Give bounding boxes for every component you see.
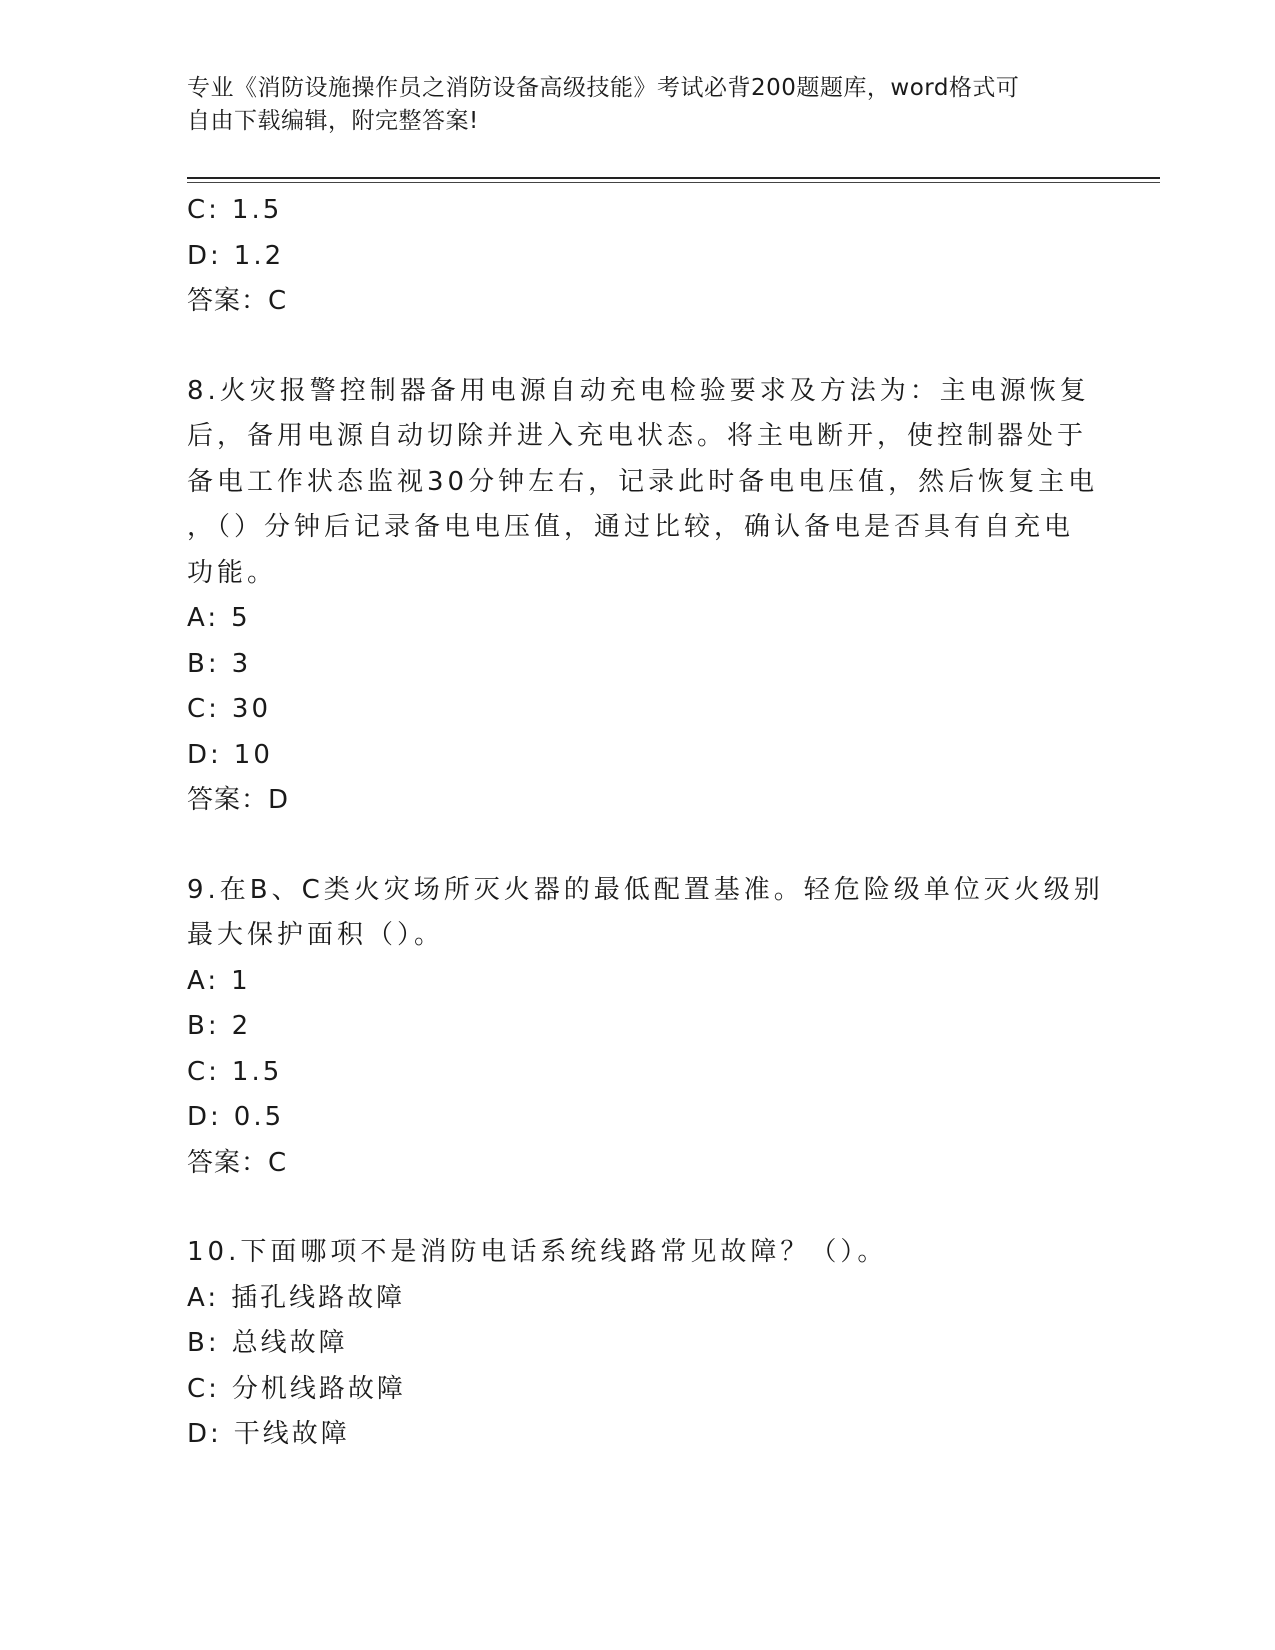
- answer-line: 答案：C: [187, 286, 288, 316]
- option-a: A: 5: [187, 603, 251, 633]
- option-d: D: 干线故障: [187, 1419, 350, 1449]
- question-stem: [187, 1230, 1087, 1276]
- option-d: D: 10: [187, 739, 273, 770]
- option-c: C: 30: [187, 694, 272, 724]
- header-line-1: 专业《消防设施操作员之消防设备高级技能》考试必背200题题库，word格式可: [187, 75, 1020, 101]
- option-d: D: 0.5: [187, 1102, 285, 1132]
- stem-line: 功能。: [187, 557, 278, 588]
- option-c: C: 1.5: [187, 195, 283, 225]
- option-a: A: 1: [187, 965, 251, 996]
- header-rule-thin: [187, 182, 1160, 183]
- stem-line: 备电工作状态监视30分钟左右，记录此时备电电压值，然后恢复主电: [187, 466, 1099, 497]
- header-line-2: 自由下载编辑，附完整答案!: [187, 108, 479, 134]
- question-7-tail: [187, 188, 1087, 325]
- stem-line: 后，备用电源自动切除并进入充电状态。将主电断开，使控制器处于: [187, 421, 1088, 451]
- option-c: C: 1.5: [187, 1056, 283, 1087]
- option-a: A: 插孔线路故障: [187, 1282, 406, 1313]
- option-d: D: 1.2: [187, 240, 285, 271]
- header-rule-thick: [187, 177, 1160, 179]
- question-9: [187, 868, 1104, 1187]
- stem-line: ，（）分钟后记录备电电压值，通过比较，确认备电是否具有自充电: [187, 512, 1075, 542]
- question-10: [187, 1230, 1087, 1458]
- question-stem: [187, 369, 1099, 597]
- document-header: [187, 72, 1067, 138]
- option-b: B: 总线故障: [187, 1328, 348, 1358]
- stem-line: 8.火灾报警控制器备用电源自动充电检验要求及方法为：主电源恢复: [187, 375, 1090, 406]
- answer-line: 答案：D: [187, 785, 290, 815]
- question-stem: [187, 868, 1104, 959]
- question-8: [187, 369, 1099, 824]
- option-b: B: 2: [187, 1011, 252, 1041]
- stem-line: 9.在B、C类火灾场所灭火器的最低配置基准。轻危险级单位灭火级别: [187, 874, 1104, 905]
- option-b: B: 3: [187, 648, 252, 679]
- option-c: C: 分机线路故障: [187, 1373, 406, 1404]
- stem-line: 10.下面哪项不是消防电话系统线路常见故障？（）。: [187, 1237, 888, 1267]
- answer-line: 答案：C: [187, 1147, 288, 1178]
- stem-line: 最大保护面积（）。: [187, 920, 445, 950]
- question-list: [187, 188, 1104, 1458]
